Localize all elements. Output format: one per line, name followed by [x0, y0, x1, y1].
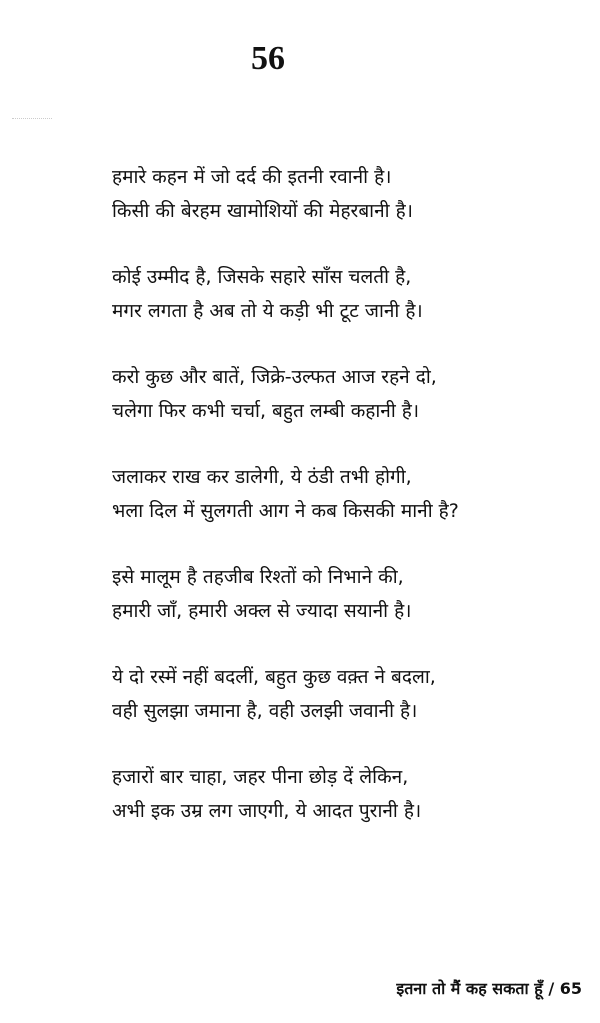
verse-line: हमारी जाँ, हमारी अक्ल से ज्यादा सयानी है। — [112, 600, 412, 622]
verse-line: जलाकर राख कर डालेगी, ये ठंडी तभी होगी, — [112, 466, 412, 488]
stanza — [112, 160, 582, 260]
poem-body — [112, 160, 582, 860]
verse-line: किसी की बेरहम खामोशियों की मेहरबानी है। — [112, 200, 413, 222]
verse-line: मगर लगता है अब तो ये कड़ी भी टूट जानी है। — [112, 300, 423, 322]
page-number: 65 — [559, 979, 582, 998]
verse-line: चलेगा फिर कभी चर्चा, बहुत लम्बी कहानी है। — [112, 400, 420, 422]
verse-line: वही सुलझा जमाना है, वही उलझी जवानी है। — [112, 700, 418, 722]
book-title: इतना तो मैं कह सकता हूँ — [396, 979, 543, 998]
footer-separator: / — [548, 979, 555, 998]
verse-line: हमारे कहन में जो दर्द की इतनी रवानी है। — [112, 166, 392, 188]
stanza — [112, 660, 582, 760]
stanza — [112, 460, 582, 560]
verse-line: इसे मालूम है तहजीब रिश्तों को निभाने की, — [112, 566, 404, 588]
verse-line: भला दिल में सुलगती आग ने कब किसकी मानी है? — [112, 500, 459, 522]
verse-line: हजारों बार चाहा, जहर पीना छोड़ दें लेकिन, — [112, 766, 409, 788]
poem-number: 56 — [251, 40, 285, 77]
stanza — [112, 560, 582, 660]
stanza — [112, 760, 582, 860]
verse-line: करो कुछ और बातें, जिक्रे-उल्फत आज रहने दो, — [112, 366, 437, 388]
verse-line: अभी इक उम्र लग जाएगी, ये आदत पुरानी है। — [112, 800, 422, 822]
scan-speckle — [12, 118, 52, 119]
page-footer — [396, 977, 582, 999]
stanza — [112, 360, 582, 460]
verse-line: कोई उम्मीद है, जिसके सहारे साँस चलती है, — [112, 266, 412, 288]
stanza — [112, 260, 582, 360]
verse-line: ये दो रस्में नहीं बदलीं, बहुत कुछ वक़्त ने बदला, — [112, 666, 436, 688]
